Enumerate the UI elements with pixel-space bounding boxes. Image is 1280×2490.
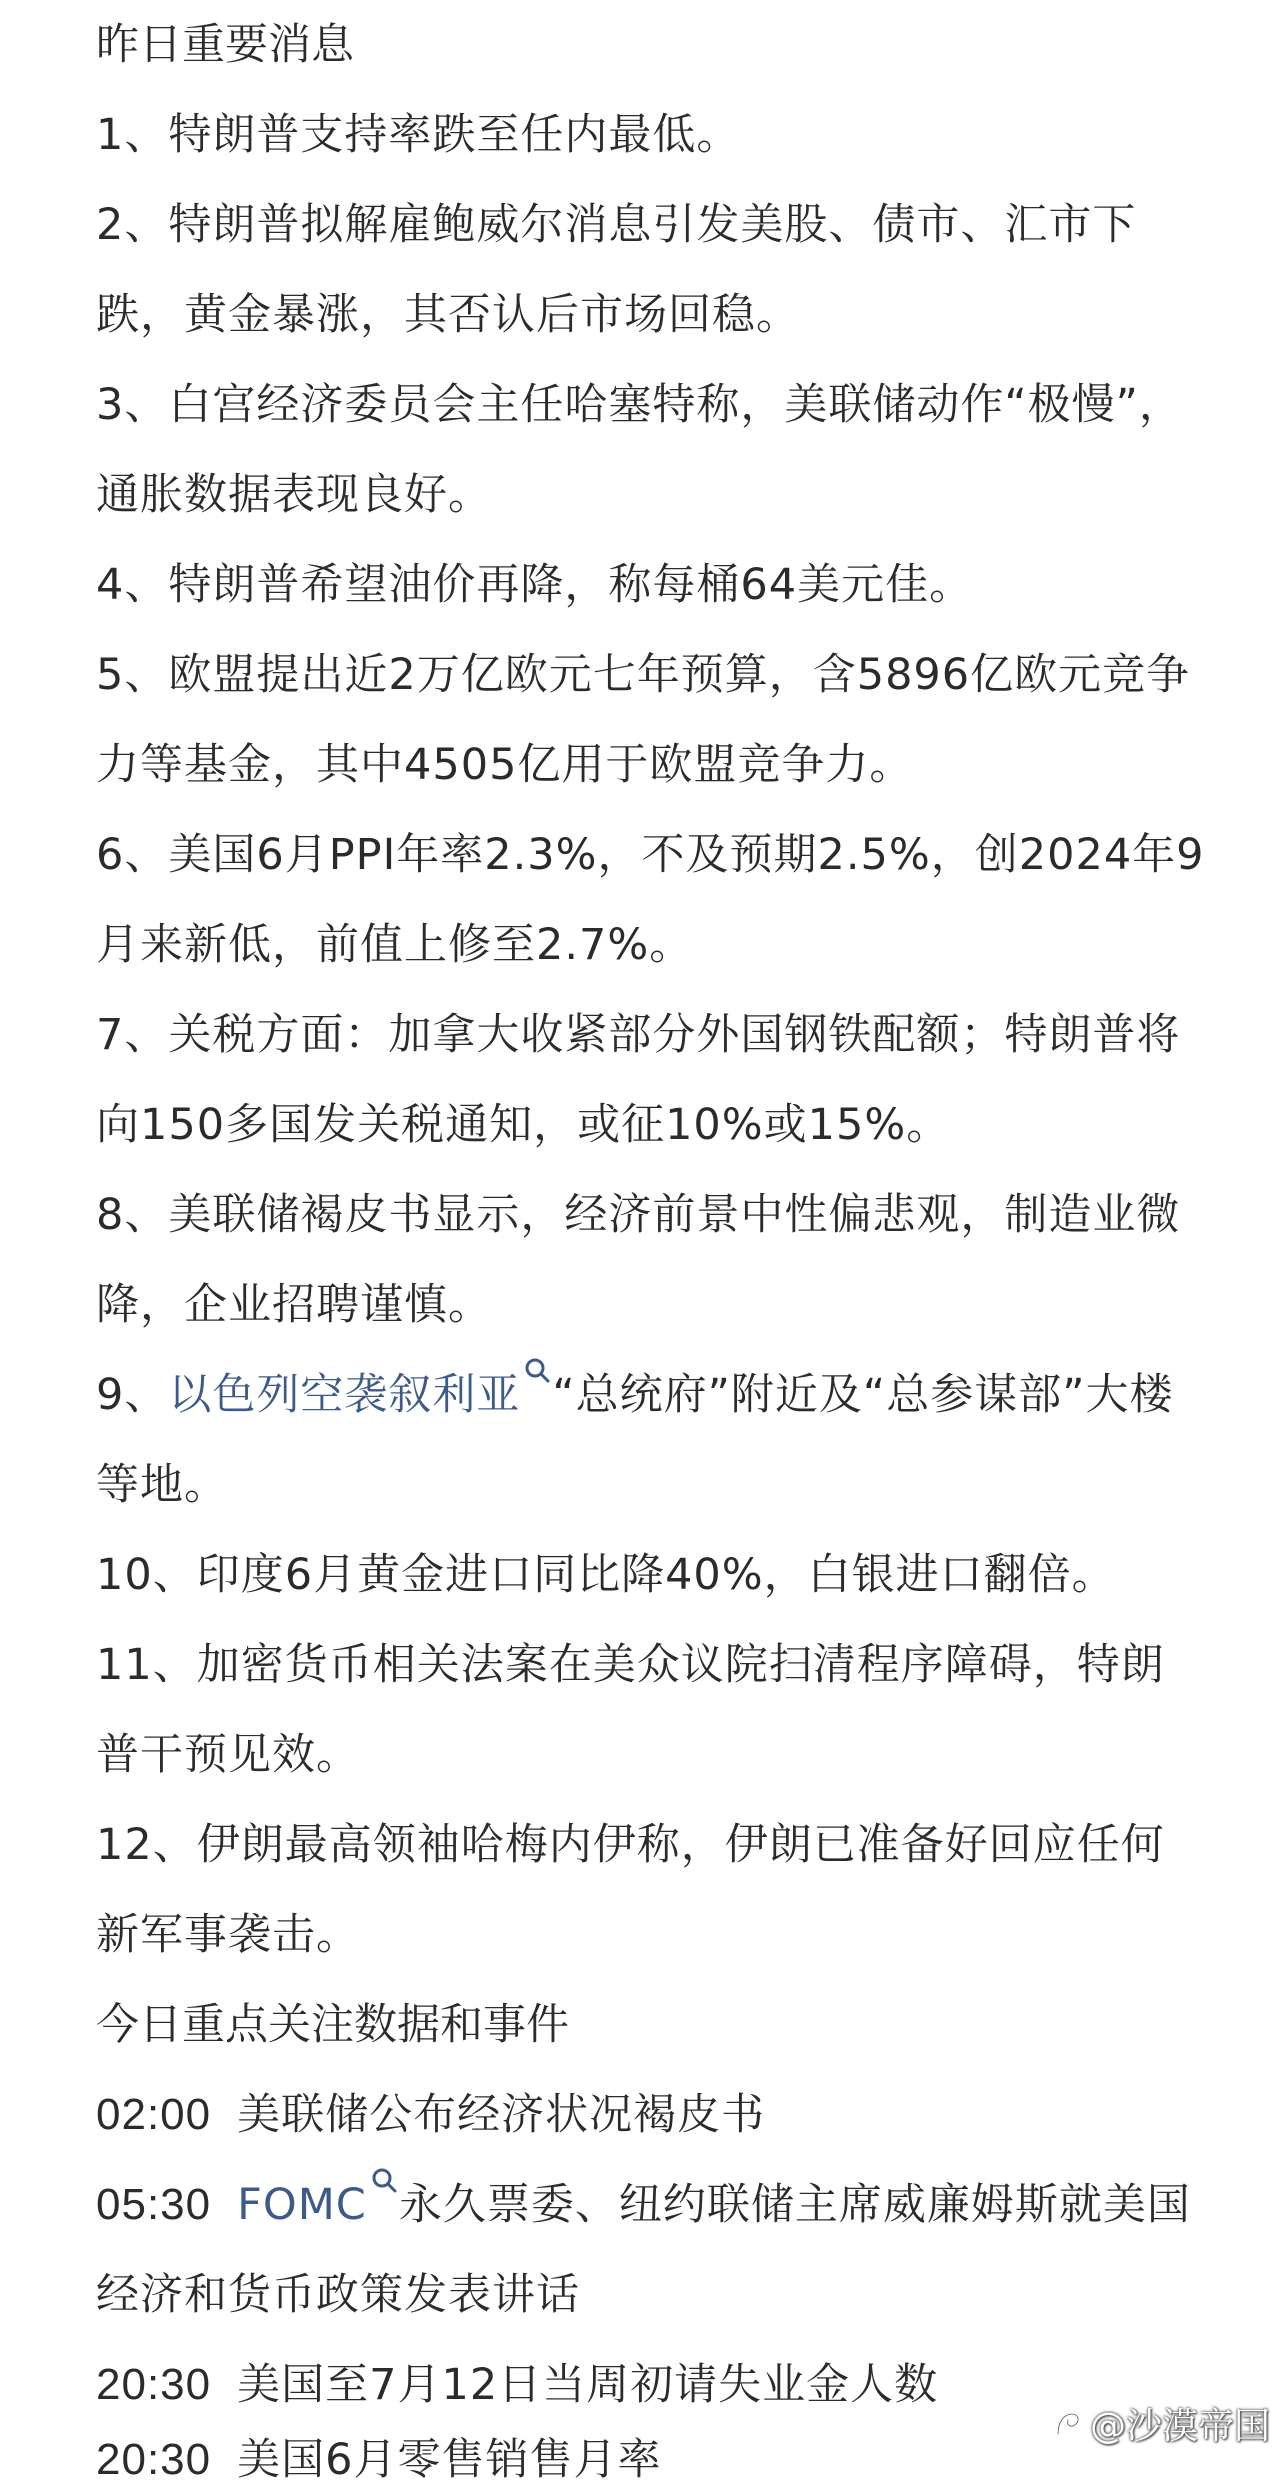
event-item-3 bbox=[96, 2340, 1206, 2430]
search-icon[interactable] bbox=[371, 2167, 397, 2197]
news-item-12: 12、伊朗最高领袖哈梅内伊称，伊朗已准备好回应任何新军事袭击。 bbox=[96, 1820, 1165, 1960]
event-time: 05:30 bbox=[96, 2180, 212, 2229]
event-text: 美国至7月12日当周初请失业金人数 bbox=[237, 2360, 939, 2410]
today-events-list bbox=[96, 2070, 1206, 2490]
event-time: 02:00 bbox=[96, 2090, 212, 2139]
news-item-9-prefix: 9、 bbox=[96, 1370, 169, 1420]
article-body bbox=[96, 0, 1206, 2490]
news-item-4: 4、特朗普希望油价再降，称每桶64美元佳。 bbox=[96, 560, 974, 610]
yesterday-heading: 昨日重要消息 bbox=[96, 20, 354, 70]
news-item-1: 1、特朗普支持率跌至任内最低。 bbox=[96, 110, 741, 160]
watermark-text: @沙漠帝国 bbox=[1089, 2406, 1270, 2447]
news-item-10: 10、印度6月黄金进口同比降40%，白银进口翻倍。 bbox=[96, 1550, 1116, 1600]
watermark bbox=[1052, 2398, 1270, 2449]
news-item-6: 6、美国6月PPI年率2.3%，不及预期2.5%，创2024年9月来新低，前值上修至2.7%。 bbox=[96, 830, 1205, 970]
news-item-7: 7、关税方面：加拿大收紧部分外国钢铁配额；特朗普将向150多国发关税通知，或征10%或15%。 bbox=[96, 1010, 1181, 1150]
today-heading: 今日重点关注数据和事件 bbox=[96, 2000, 569, 2050]
event-item-4 bbox=[96, 2430, 1206, 2490]
news-item-9-suffix: “总统府”附近及“总参谋部”大楼等地。 bbox=[96, 1370, 1174, 1510]
event-time: 20:30 bbox=[96, 2360, 212, 2409]
toutiao-logo-icon bbox=[1052, 2408, 1084, 2440]
news-item-11: 11、加密货币相关法案在美众议院扫清程序障碍，特朗普干预见效。 bbox=[96, 1640, 1165, 1780]
event-text: 美国6月零售销售月率 bbox=[237, 2435, 662, 2485]
event-text: 永久票委、纽约联储主席威廉姆斯就美国经济和货币政策发表讲话 bbox=[96, 2180, 1191, 2320]
event-text: 美联储公布经济状况褐皮书 bbox=[237, 2090, 766, 2140]
israel-syria-search-link[interactable]: 以色列空袭叙利亚 bbox=[168, 1370, 521, 1420]
news-item-8: 8、美联储褐皮书显示，经济前景中性偏悲观，制造业微降，企业招聘谨慎。 bbox=[96, 1190, 1181, 1330]
news-item-3: 3、白宫经济委员会主任哈塞特称，美联储动作“极慢”，通胀数据表现良好。 bbox=[96, 380, 1183, 520]
search-icon[interactable] bbox=[524, 1357, 550, 1387]
event-item-1 bbox=[96, 2070, 1206, 2160]
event-time: 20:30 bbox=[96, 2435, 212, 2484]
event-item-2 bbox=[96, 2160, 1206, 2340]
yesterday-news-list bbox=[96, 90, 1206, 1980]
fomc-search-link[interactable]: FOMC bbox=[237, 2180, 367, 2230]
news-item-5: 5、欧盟提出近2万亿欧元七年预算，含5896亿欧元竞争力等基金，其中4505亿用于欧盟竞争力。 bbox=[96, 650, 1191, 790]
news-item-9 bbox=[96, 1350, 1206, 1530]
news-item-2: 2、特朗普拟解雇鲍威尔消息引发美股、债市、汇市下跌，黄金暴涨，其否认后市场回稳。 bbox=[96, 200, 1137, 340]
